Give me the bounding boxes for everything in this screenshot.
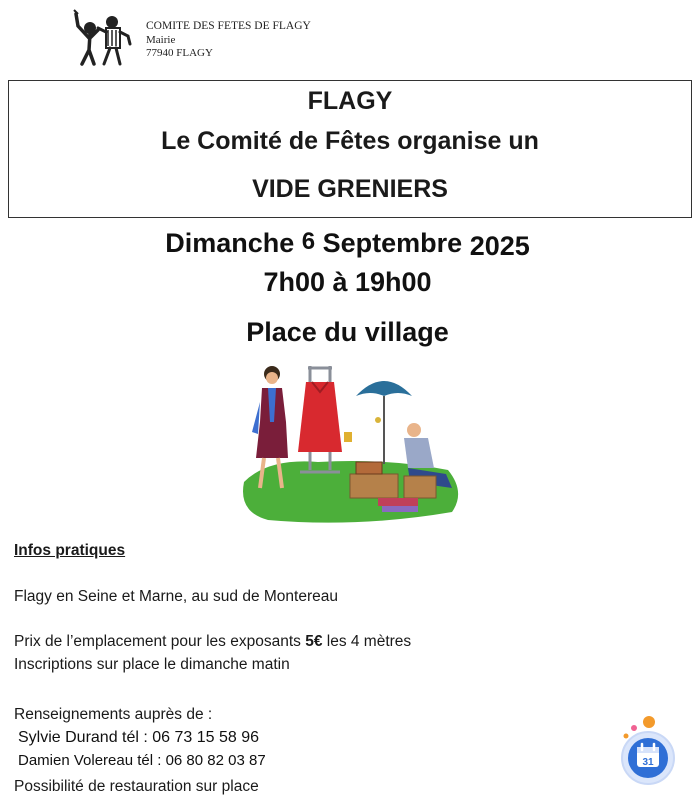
calendar-day-number: 31 (642, 757, 654, 768)
event-hours: 7h00 à 19h00 (263, 267, 432, 297)
info-price-value: 5€ (305, 633, 323, 650)
event-place: Place du village (246, 317, 449, 347)
header-line-postal: 77940 FLAGY (146, 47, 213, 59)
info-food: Possibilité de restauration sur place (14, 778, 259, 795)
add-to-calendar-icon[interactable] (615, 714, 681, 786)
info-location: Flagy en Seine et Marne, au sud de Montereau (14, 588, 338, 605)
contact-sylvie: Sylvie Durand tél : 06 73 15 58 96 (18, 729, 260, 746)
event-year: 2025 (469, 231, 530, 261)
event-day-number: 6 (301, 228, 316, 255)
info-price (14, 633, 411, 651)
header-line-mairie: Mairie (146, 33, 176, 46)
title-event: VIDE GRENIERS (252, 175, 448, 203)
info-price-suffix: les 4 mètres (322, 633, 412, 650)
title-organizer: Le Comité de Fêtes organise un (161, 127, 539, 155)
title-town: FLAGY (307, 87, 393, 115)
event-day: Dimanche (165, 228, 295, 258)
info-registration: Inscriptions sur place le dimanche matin (14, 656, 290, 673)
contact-damien: Damien Volereau tél : 06 80 82 03 87 (18, 752, 266, 769)
dancing-figures-logo (70, 6, 138, 70)
organization-name: COMITE DES FETES DE FLAGY (146, 20, 311, 32)
info-price-prefix: Prix de l’emplacement pour les exposants (14, 633, 306, 650)
title-box (8, 80, 692, 218)
info-heading: Infos pratiques (14, 542, 126, 559)
event-date (0, 228, 695, 259)
info-contact-heading: Renseignements auprès de : (14, 706, 213, 723)
flea-market-illustration (238, 362, 468, 524)
header (70, 6, 370, 72)
header-address (146, 20, 311, 61)
event-month: Septembre (322, 228, 463, 258)
